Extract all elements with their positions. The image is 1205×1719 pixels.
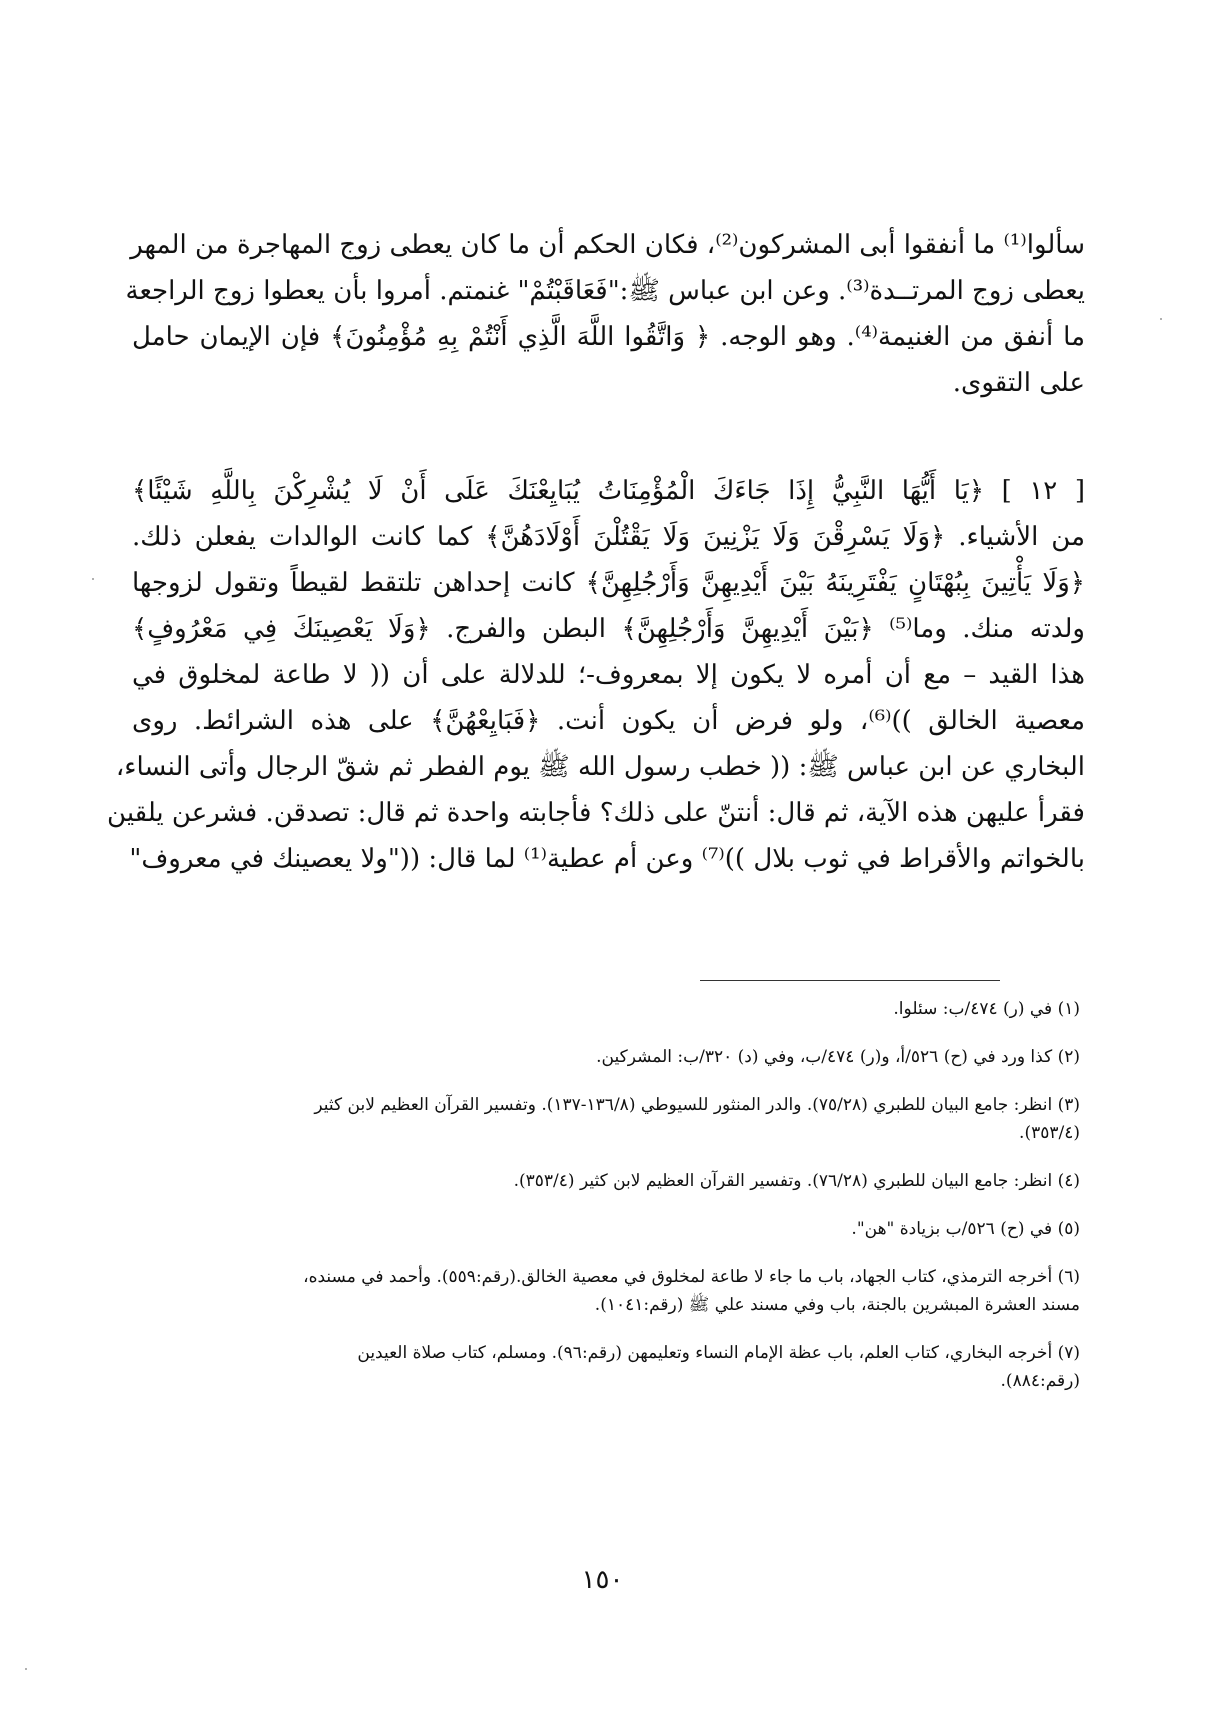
text-line: فقرأ عليهن هذه الآية، ثم قال: أنتنّ على ذلك؟ فأجابته واحدة ثم قال: تصدقن. فشرعن يلقين [107, 798, 1085, 828]
footnote-text: (٥) في (ح) ٥٢٦/ب بزيادة "هن". [851, 1219, 1080, 1239]
text-line: ما أنفق من الغنيمة⁽⁴⁾. وهو الوجه. ﴿ وَاتَّقُوا اللَّهَ الَّذِي أَنْتُمْ بِهِ مُؤْمِنُونَ﴾ فإن الإيمان حامل [132, 322, 1085, 352]
scan-speck [25, 1668, 27, 1670]
footnote-6 [140, 1263, 1080, 1319]
footnote-3 [140, 1091, 1080, 1147]
footnote-5 [140, 1215, 1080, 1243]
footnote-text: (٦) أخرجه الترمذي، كتاب الجهاد، باب ما جاء لا طاعة لمخلوق في معصية الخالق.(رقم:٥٥٩). وأحمد في مسنده، [303, 1267, 1080, 1287]
footnote-text: (٤) انظر: جامع البيان للطبري (٧٦/٢٨). وتفسير القرآن العظيم لابن كثير (٣٥٣/٤). [513, 1171, 1080, 1191]
footnotes [140, 995, 1080, 1415]
scan-speck [1160, 318, 1162, 320]
page-number: ١٥٠ [581, 1565, 624, 1595]
footnote-text: (٣٥٣/٤). [1019, 1123, 1080, 1143]
footnote-divider [700, 980, 1000, 981]
text-line: البخاري عن ابن عباس ﷺ: (( خطب رسول الله ﷺ يوم الفطر ثم شقّ الرجال وأتى النساء، [115, 752, 1085, 782]
footnote-4 [140, 1167, 1080, 1195]
footnote-text: (٣) انظر: جامع البيان للطبري (٧٥/٢٨). والدر المنثور للسيوطي (١٣٦/٨-١٣٧). وتفسير القرآن العظيم لابن كثير [314, 1095, 1080, 1115]
footnote-text: (١) في (ر) ٤٧٤/ب: سئلوا. [893, 999, 1080, 1019]
footnote-1 [140, 995, 1080, 1023]
text-line: ولدته منك. وما⁽⁵⁾ ﴿بَيْنَ أَيْدِيهِنَّ وَأَرْجُلِهِنَّ﴾ البطن والفرج. ﴿وَلَا يَعْصِينَكَ فِي مَعْرُوفٍ﴾ [132, 614, 1085, 644]
text-line: معصية الخالق ))⁽⁶⁾، ولو فرض أن يكون أنت. ﴿فَبَايِعْهُنَّ﴾ على هذه الشرائط. روى [132, 706, 1086, 736]
text-line: بالخواتم والأقراط في ثوب بلال ))⁽⁷⁾ وعن أم عطية⁽¹⁾ لما قال: (("ولا يعصينك في معروف" [129, 844, 1085, 874]
text-line: هذا القيد – مع أن أمره لا يكون إلا بمعروف-؛ للدلالة على أن (( لا طاعة لمخلوق في [132, 660, 1085, 690]
paragraph-1 [125, 222, 1085, 406]
text-line: على التقوى. [952, 368, 1085, 398]
paragraph-2 [107, 468, 1086, 882]
text-line: من الأشياء. ﴿وَلَا يَسْرِقْنَ وَلَا يَزْنِينَ وَلَا يَقْتُلْنَ أَوْلَادَهُنَّ﴾ كما كانت الوالدات يفعلن ذلك. [132, 522, 1085, 552]
footnote-text: مسند العشرة المبشرين بالجنة، باب وفي مسند علي ﷺ (رقم:١٠٤١). [594, 1295, 1080, 1315]
text-line: [ ١٢ ] ﴿يَا أَيُّهَا النَّبِيُّ إِذَا جَاءَكَ الْمُؤْمِنَاتُ يُبَايِعْنَكَ عَلَى أَنْ لَا يُشْرِكْنَ بِاللَّهِ شَيْئًا﴾ [132, 476, 1085, 506]
footnote-7 [140, 1339, 1080, 1395]
scan-speck [92, 578, 94, 580]
text-line: ﴿وَلَا يَأْتِينَ بِبُهْتَانٍ يَفْتَرِينَهُ بَيْنَ أَيْدِيهِنَّ وَأَرْجُلِهِنَّ﴾ كانت إحداهن تلتقط لقيطاً وتقول لزوجها [132, 568, 1085, 598]
footnote-text: (٧) أخرجه البخاري، كتاب العلم، باب عظة الإمام النساء وتعليمهن (رقم:٩٦). ومسلم، كتاب صلاة العيدين [357, 1343, 1080, 1363]
footnote-text: (٢) كذا ورد في (ح) ٥٢٦/أ، و(ر) ٤٧٤/ب، وفي (د) ٣٢٠/ب: المشركين. [596, 1047, 1080, 1067]
text-line: يعطى زوج المرتــدة⁽³⁾. وعن ابن عباس ﷺ:"فَعَاقَبْتُمْ" غنمتم. أمروا بأن يعطوا زوج الراجعة [125, 276, 1085, 306]
text-line: سألوا⁽¹⁾ ما أنفقوا أبى المشركون⁽²⁾، فكان الحكم أن ما كان يعطى زوج المهاجرة من المهر [130, 230, 1085, 260]
footnote-2 [140, 1043, 1080, 1071]
footnote-text: (رقم:٨٨٤). [1000, 1371, 1080, 1391]
